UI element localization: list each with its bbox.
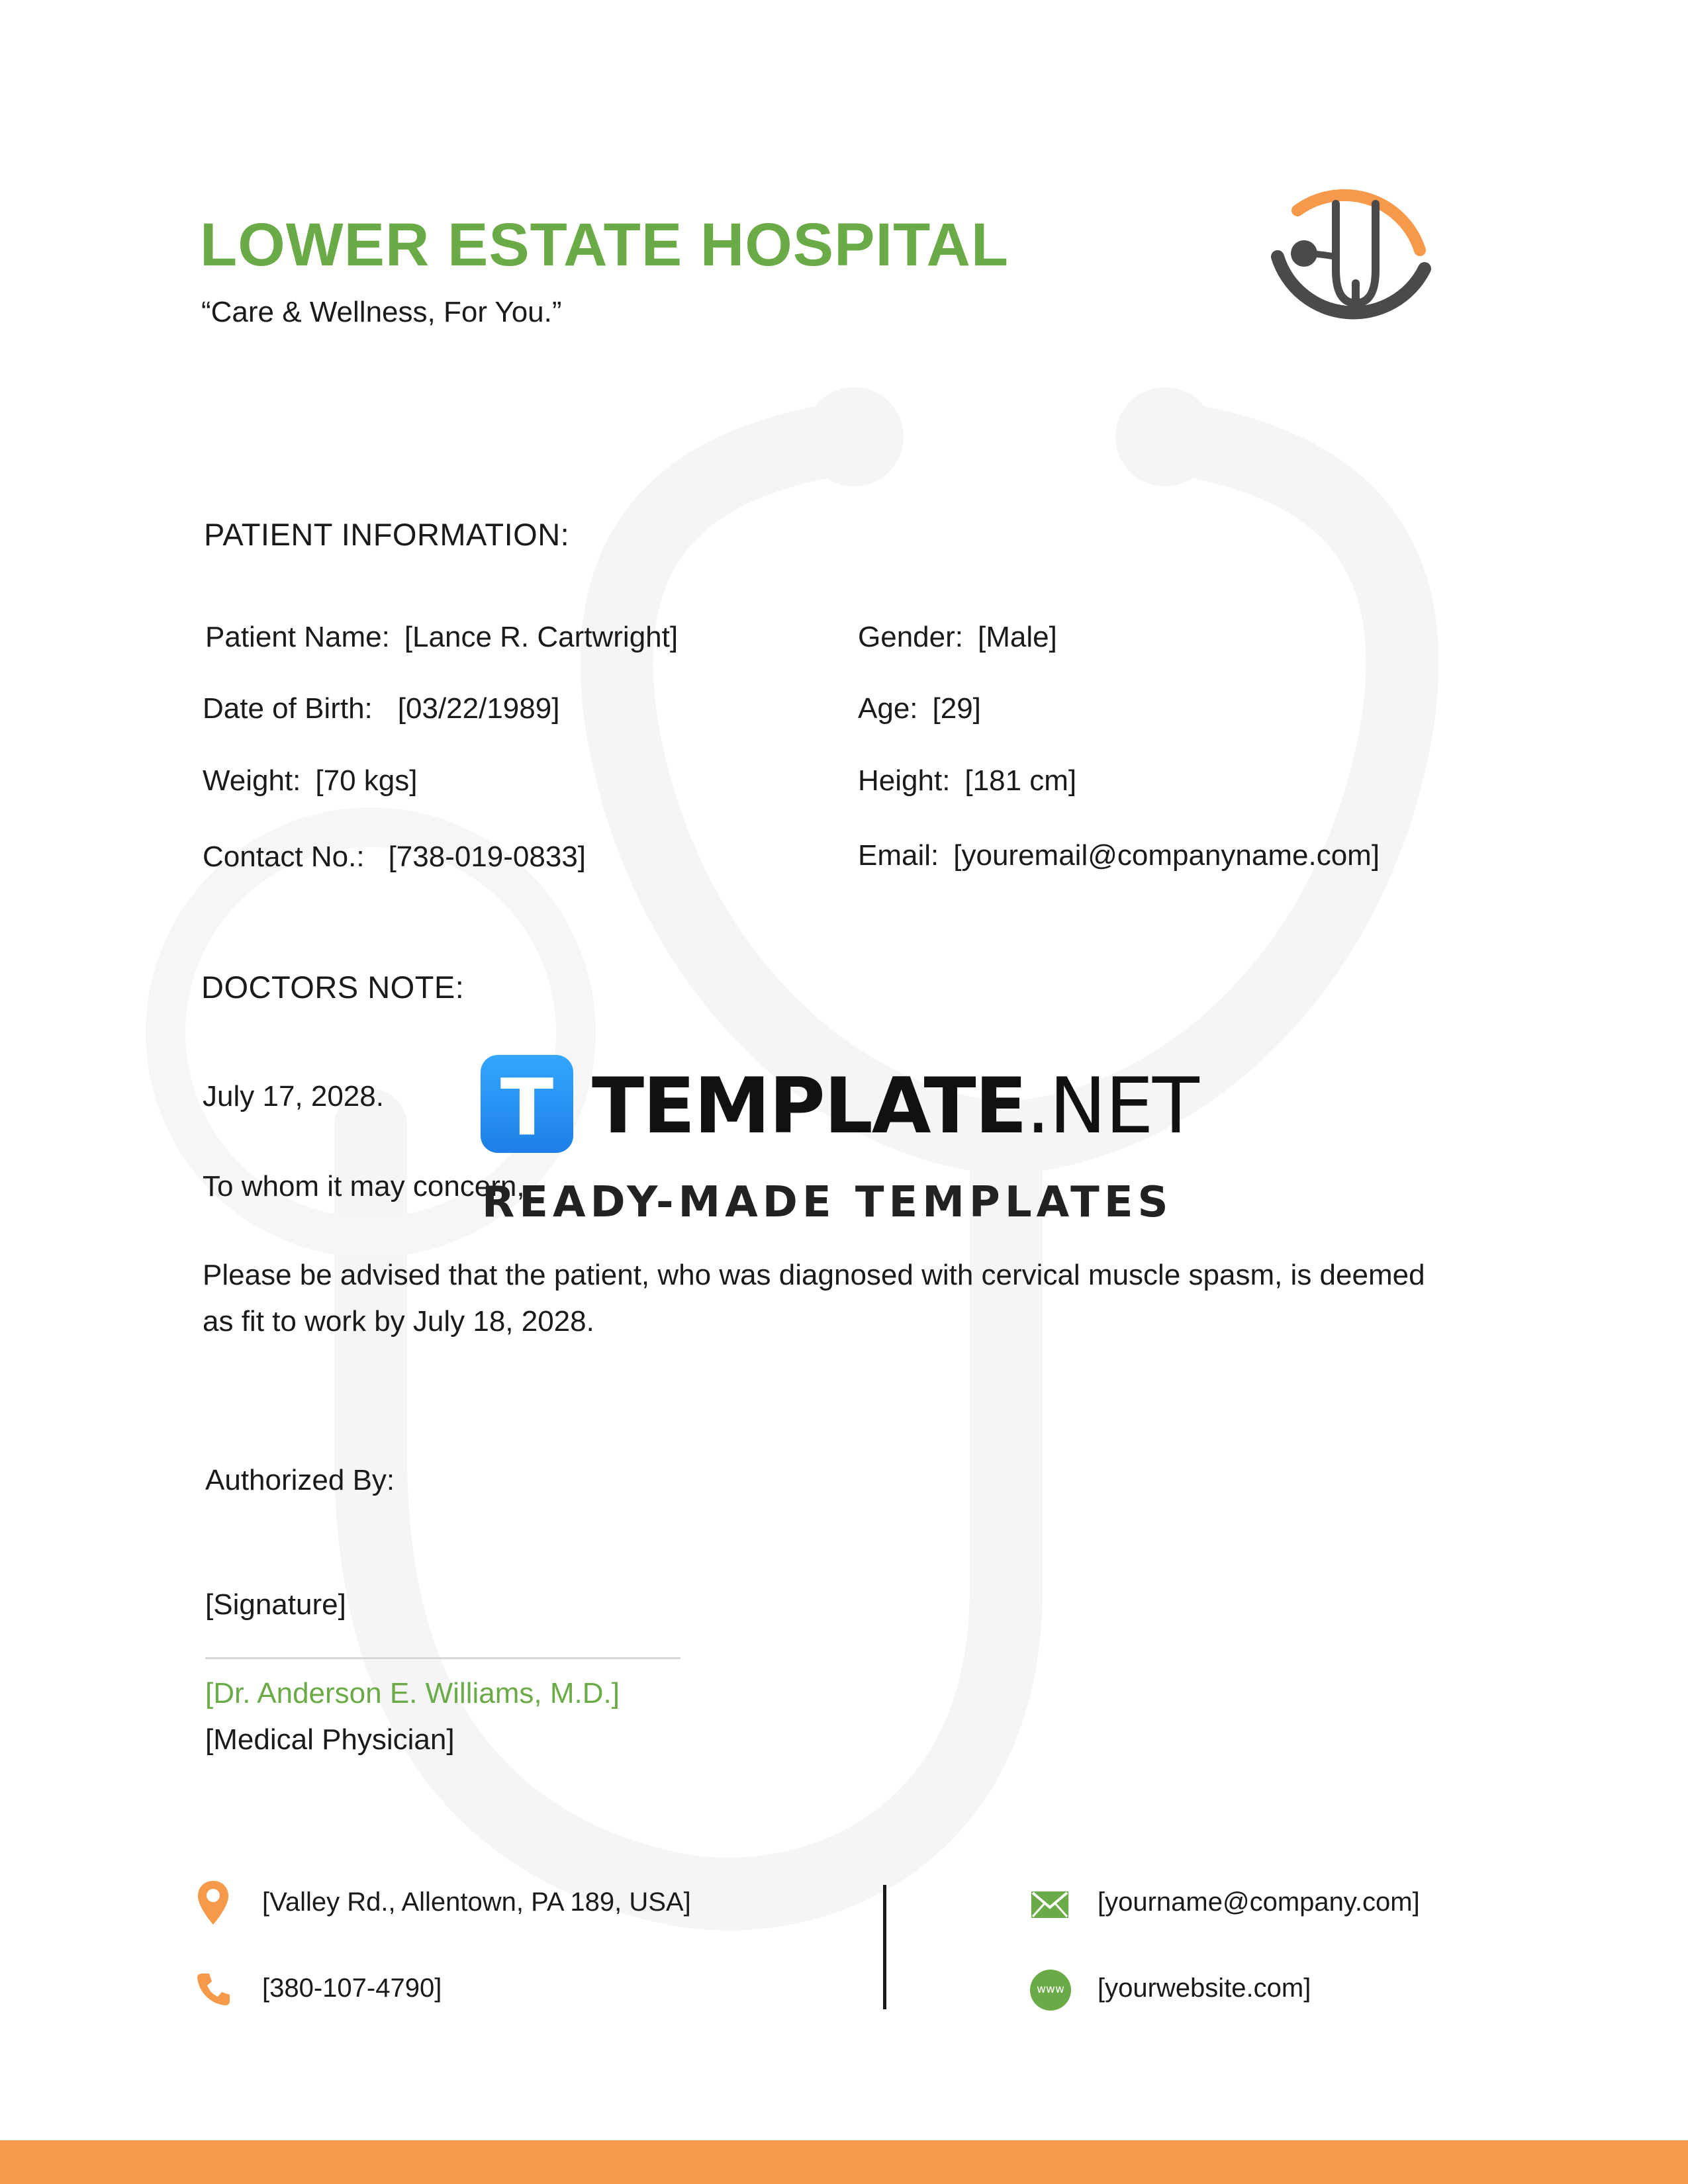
website-icon-text: www	[1037, 1983, 1064, 1996]
height-value: [181 cm]	[964, 764, 1077, 797]
dob-label: Date of Birth:	[203, 692, 373, 725]
weight-value: [70 kgs]	[315, 764, 418, 797]
watermark-badge-letter: T	[500, 1062, 554, 1153]
patient-name-value: [Lance R. Cartwright]	[404, 621, 679, 653]
signature-line	[205, 1657, 680, 1659]
bottom-accent-bar	[0, 2140, 1688, 2184]
contact-label: Contact No.:	[203, 841, 365, 873]
watermark-subtitle: READY-MADE TEMPLATES	[482, 1178, 1173, 1227]
phone-icon	[196, 1971, 232, 2007]
age-field	[858, 692, 981, 725]
age-value: [29]	[932, 692, 981, 725]
patient-name-label: Patient Name:	[205, 621, 390, 653]
height-label: Height:	[858, 764, 951, 797]
dob-value: [03/22/1989]	[397, 692, 560, 725]
email-value: [youremail@companyname.com]	[953, 839, 1380, 872]
signature-placeholder: [Signature]	[205, 1588, 346, 1621]
template-net-watermark	[481, 1055, 1198, 1234]
height-field	[858, 764, 1076, 797]
footer-phone: [380-107-4790]	[262, 1974, 442, 2003]
dob-field	[203, 692, 559, 725]
footer-website: [yourwebsite.com]	[1098, 1974, 1311, 2003]
gender-label: Gender:	[858, 621, 963, 653]
doctor-name: [Dr. Anderson E. Williams, M.D.]	[205, 1677, 620, 1709]
authorized-by-label: Authorized By:	[205, 1464, 395, 1496]
age-label: Age:	[858, 692, 918, 725]
note-date: July 17, 2028.	[203, 1080, 384, 1113]
website-globe-icon	[1030, 1970, 1071, 2011]
email-label: Email:	[858, 839, 939, 872]
patient-info-heading: PATIENT INFORMATION:	[204, 517, 570, 552]
doctors-note-heading: DOCTORS NOTE:	[201, 970, 465, 1005]
weight-label: Weight:	[203, 764, 301, 797]
watermark-brand-bold: TEMPLATE	[592, 1062, 1026, 1151]
note-body-line-1: Please be advised that the patient, who was diagnosed with cervical muscle spasm, is deemed	[203, 1259, 1425, 1291]
watermark-brand-light: .NET	[1025, 1062, 1198, 1151]
footer-divider	[883, 1885, 886, 2009]
watermark-brand	[592, 1062, 1198, 1151]
gender-value: [Male]	[977, 621, 1057, 653]
tagline: “Care & Wellness, For You.”	[201, 296, 562, 328]
watermark-badge-icon	[481, 1055, 573, 1153]
stethoscope-logo-icon	[1251, 151, 1450, 349]
email-field	[858, 839, 1380, 872]
weight-field	[203, 764, 417, 797]
doctor-title: [Medical Physician]	[205, 1723, 455, 1756]
hospital-name: LOWER ESTATE HOSPITAL	[200, 211, 1009, 279]
email-icon	[1030, 1890, 1070, 1919]
footer-email: [yourname@company.com]	[1098, 1888, 1420, 1917]
patient-name-field	[205, 621, 678, 654]
contact-field	[203, 841, 586, 874]
location-pin-icon	[196, 1880, 230, 1926]
note-greeting: To whom it may concern,	[203, 1170, 525, 1203]
footer-address: [Valley Rd., Allentown, PA 189, USA]	[262, 1888, 691, 1917]
contact-value: [738-019-0833]	[388, 841, 586, 873]
note-body-line-2: as fit to work by July 18, 2028.	[203, 1305, 594, 1338]
gender-field	[858, 621, 1057, 654]
